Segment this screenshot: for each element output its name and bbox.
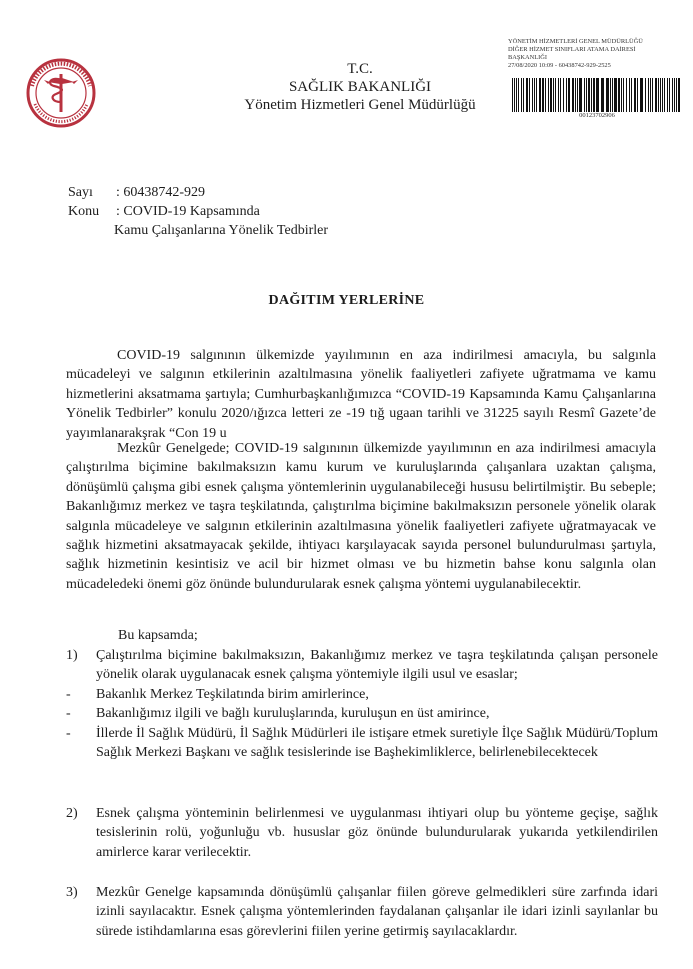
sayi-value: : 60438742-929 (116, 185, 206, 200)
konu-label: Konu (68, 204, 100, 219)
header-line-tc: T.C. (347, 61, 373, 77)
dash-marker: - (66, 686, 71, 702)
list-marker: 3) (66, 885, 78, 900)
stamp-line: YÖNETİM HİZMETLERİ GENEL MÜDÜRLÜĞÜ (508, 38, 643, 45)
list-marker: 2) (66, 806, 78, 821)
ministry-emblem-icon (26, 58, 96, 128)
list-intro: Bu kapsamda; (118, 628, 198, 643)
document-meta (68, 183, 328, 240)
letterhead (200, 60, 520, 114)
subitem-text: İllerde İl Sağlık Müdürü, İl Sağlık Müdürleri ile istişare etmek suretiyle İlçe Sağlık Müdürü/Toplum Sağlık Merkezi Başkanı ve sağlık tesislerinde ise Başhekimliklerce, belirlenebilecektecek (96, 725, 658, 761)
paragraph: COVID-19 salgınının ülkemizde yayılımının en aza indirilmesi amacıyla, bu salgınla mücadeleyi ve salgının etkilerinin azaltılmasına yönelik faaliyetleri zafiyete uğratmama ve kamu hizmetlerini aksatmama şartıyla; Cumhurbaşkanlığımızca “COVID-19 Kapsamında Kamu Çalışanlarına Yönelik Tedbirler” konulu 2020/ığızca letteri ze -19 tığ ugaan tarihli ve 31225 sayılı Resmî Gazete’de yayımlanarakşrak “Con 19 u (66, 348, 656, 441)
document-title: DAĞITIM YERLERİNE (268, 293, 425, 308)
paragraph: Mezkûr Genelgede; COVID-19 salgınının ülkemizde yayılımının en aza indirilmesi amacıyla çalıştırılma biçimine bakılmaksızın kamu kurum ve kuruluşlarında çalışanlara uzaktan çalışma, dönüşümlü çalışma gibi esnek çalışma yöntemlerinin uygulanabileceği hususu belirtilmiştir. Bu sebeple; Bakanlığımız merkez ve taşra teşkilatında, çalıştırılma biçimine bakılmaksızın personele yönelik olarak salgınla mücadeleye ve salgının etkilerinin azaltılmasına yönelik faaliyetleri zafiyete uğratmayacak ve sağlık hizmetini aksatmayacak şekilde, ihtiyacı karşılayacak sayıda personel bulundurulması şartıyla, sağlık hizmetinin kesintisiz ve acil bir hizmet olması ve bu hizmetin bahse konu salgınla olan mücadeledeki önemi göz önünde bulundurularak esnek çalışma yöntemi uygulanabilecektir. (66, 441, 656, 592)
registry-stamp (508, 38, 688, 70)
stamp-line: DİĞER HİZMET SINIFLARI ATAMA DAİRESİ (508, 46, 636, 53)
konu-value: : COVID-19 Kapsamında (116, 204, 260, 219)
list-item (66, 804, 658, 862)
dash-marker: - (66, 725, 71, 741)
subitem-text: Bakanlık Merkez Teşkilatında birim amirlerince, (96, 686, 369, 702)
konu-value-cont: Kamu Çalışanlarına Yönelik Tedbirler (114, 223, 329, 238)
list-item (66, 883, 658, 941)
header-line-ministry: SAĞLIK BAKANLIĞI (288, 79, 432, 95)
stamp-line: 27/08/2020 10:09 - 60438742-929-2525 (508, 62, 611, 69)
list-marker: 1) (66, 648, 78, 663)
dash-marker: - (66, 706, 71, 722)
list-item-text: Mezkûr Genelge kapsamında dönüşümlü çalışanlar fiilen göreve gelmedikleri süre zarfında idari izinli sayılacaktır. Esnek çalışma yöntemlerinden faydalanan çalışanlar ile idari izinli sayılanlar bu sürede istihdamlarına esas görevlerini fiilen yerine getirmiş sayılacaklardır. (96, 885, 658, 939)
list-item (66, 646, 658, 762)
list-item-text: Çalıştırılma biçimine bakılmaksızın, Bakanlığımız merkez ve taşra teşkilatında çalışan personele yönelik olarak uygulanacak esnek çalışma yöntemiyle ilgili usul ve esaslar; (96, 648, 658, 683)
barcode-number: 00123702906 (579, 112, 615, 119)
header-line-directorate: Yönetim Hizmetleri Genel Müdürlüğü (244, 97, 476, 113)
list-item-text: Esnek çalışma yönteminin belirlenmesi ve uygulanması ihtiyari olup bu yönteme geçişe, sağlık tesislerinin rolü, yoğunluğu vb. hususlar göz önünde bulundurularak yukarıda yetkilendirilen amirlerce karar verilecektir. (96, 806, 658, 860)
barcode-icon (512, 78, 682, 112)
stamp-line: BAŞKANLIĞI (508, 54, 548, 61)
sayi-label: Sayı (68, 185, 93, 200)
subitem-text: Bakanlığımız ilgili ve bağlı kuruluşlarında, kuruluşun en üst amirince, (96, 706, 490, 722)
